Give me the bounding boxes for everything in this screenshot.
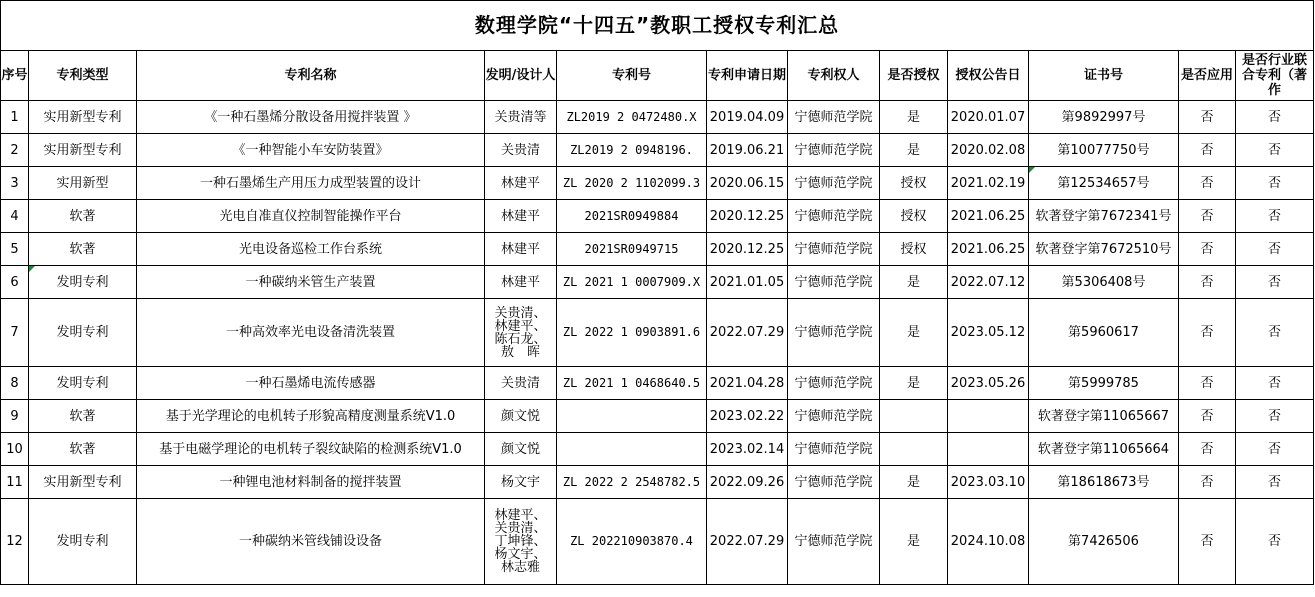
cell-inventor: 林建平 (485, 233, 557, 266)
cell-name: 一种石墨烯电流传感器 (137, 367, 485, 400)
cell-applied: 否 (1179, 134, 1236, 167)
cell-apply-date: 2020.06.15 (707, 167, 788, 200)
cell-applied: 否 (1179, 167, 1236, 200)
header-inventor: 发明/设计人 (485, 51, 557, 101)
cell-owner: 宁德师范学院 (788, 200, 880, 233)
cell-applied: 否 (1179, 433, 1236, 466)
cell-patent-no: ZL2019 2 0948196. (557, 134, 707, 167)
cell-owner: 宁德师范学院 (788, 400, 880, 433)
cell-type: 发明专利 (29, 266, 137, 299)
cell-name: 一种锂电池材料制备的搅拌装置 (137, 466, 485, 499)
cell-apply-date: 2023.02.14 (707, 433, 788, 466)
cell-industry-joint: 否 (1236, 433, 1314, 466)
cell-cert-no: 第12534657号 (1029, 167, 1179, 200)
cell-grant-date: 2020.02.08 (948, 134, 1029, 167)
cell-type: 软著 (29, 400, 137, 433)
cell-type: 实用新型专利 (29, 466, 137, 499)
cell-industry-joint: 否 (1236, 134, 1314, 167)
table-row (1, 134, 1314, 167)
cell-inventor: 颜文悦 (485, 433, 557, 466)
cell-cert-no: 第5306408号 (1029, 266, 1179, 299)
cell-granted: 是 (880, 101, 948, 134)
cell-patent-no: ZL 2021 1 0007909.X (557, 266, 707, 299)
header-index: 序号 (1, 51, 29, 101)
cell-cert-no: 第7426506 (1029, 499, 1179, 585)
cell-industry-joint: 否 (1236, 167, 1314, 200)
cell-name: 光电设备巡检工作台系统 (137, 233, 485, 266)
header-applied: 是否应用 (1179, 51, 1236, 101)
cell-applied: 否 (1179, 466, 1236, 499)
cell-applied: 否 (1179, 367, 1236, 400)
cell-name: 一种碳纳米管线铺设设备 (137, 499, 485, 585)
table-row (1, 433, 1314, 466)
cell-cert-no: 软著登字第11065664 (1029, 433, 1179, 466)
cell-apply-date: 2021.04.28 (707, 367, 788, 400)
cell-apply-date: 2020.12.25 (707, 200, 788, 233)
cell-name: 基于光学理论的电机转子形貌高精度测量系统V1.0 (137, 400, 485, 433)
header-granted: 是否授权 (880, 51, 948, 101)
cell-type: 发明专利 (29, 367, 137, 400)
cell-industry-joint: 否 (1236, 367, 1314, 400)
cell-apply-date: 2020.12.25 (707, 233, 788, 266)
cell-owner: 宁德师范学院 (788, 167, 880, 200)
table-row (1, 466, 1314, 499)
cell-cert-no: 第5999785 (1029, 367, 1179, 400)
cell-inventor: 关贵清 (485, 367, 557, 400)
cell-type: 实用新型 (29, 167, 137, 200)
cell-granted: 是 (880, 499, 948, 585)
cell-applied: 否 (1179, 266, 1236, 299)
cell-owner: 宁德师范学院 (788, 233, 880, 266)
cell-name: 一种碳纳米管生产装置 (137, 266, 485, 299)
cell-grant-date: 2021.02.19 (948, 167, 1029, 200)
cell-owner: 宁德师范学院 (788, 466, 880, 499)
cell-patent-no: ZL 2020 2 1102099.3 (557, 167, 707, 200)
cell-applied: 否 (1179, 499, 1236, 585)
cell-industry-joint: 否 (1236, 266, 1314, 299)
cell-applied: 否 (1179, 233, 1236, 266)
cell-granted: 是 (880, 466, 948, 499)
cell-name: 基于电磁学理论的电机转子裂纹缺陷的检测系统V1.0 (137, 433, 485, 466)
cell-granted: 是 (880, 367, 948, 400)
cell-name: 一种石墨烯生产用压力成型装置的设计 (137, 167, 485, 200)
cell-apply-date: 2022.09.26 (707, 466, 788, 499)
cell-patent-no: ZL 2021 1 0468640.5 (557, 367, 707, 400)
table-row (1, 400, 1314, 433)
cell-patent-no: ZL 2022 2 2548782.5 (557, 466, 707, 499)
cell-industry-joint: 否 (1236, 400, 1314, 433)
cell-cert-no: 第10077750号 (1029, 134, 1179, 167)
cell-index: 6 (1, 266, 29, 299)
cell-type: 实用新型专利 (29, 134, 137, 167)
cell-owner: 宁德师范学院 (788, 134, 880, 167)
header-cert-no: 证书号 (1029, 51, 1179, 101)
cell-patent-no (557, 400, 707, 433)
cell-industry-joint: 否 (1236, 233, 1314, 266)
table-row (1, 101, 1314, 134)
header-row (1, 51, 1314, 101)
cell-inventor: 颜文悦 (485, 400, 557, 433)
table-row (1, 299, 1314, 367)
cell-industry-joint: 否 (1236, 499, 1314, 585)
cell-inventor: 林建平 (485, 167, 557, 200)
cell-applied: 否 (1179, 200, 1236, 233)
cell-type: 软著 (29, 433, 137, 466)
cell-applied: 否 (1179, 400, 1236, 433)
cell-cert-no: 第9892997号 (1029, 101, 1179, 134)
cell-patent-no (557, 433, 707, 466)
table-title: 数理学院“十四五”教职工授权专利汇总 (1, 1, 1314, 51)
cell-grant-date: 2024.10.08 (948, 499, 1029, 585)
table-row (1, 167, 1314, 200)
cell-patent-no: ZL 2022 1 0903891.6 (557, 299, 707, 367)
cell-apply-date: 2022.07.29 (707, 299, 788, 367)
cell-index: 1 (1, 101, 29, 134)
cell-grant-date: 2023.03.10 (948, 466, 1029, 499)
header-owner: 专利权人 (788, 51, 880, 101)
cell-industry-joint: 否 (1236, 101, 1314, 134)
cell-cert-no: 软著登字第7672510号 (1029, 233, 1179, 266)
cell-inventor: 关贵清 (485, 134, 557, 167)
cell-index: 11 (1, 466, 29, 499)
cell-industry-joint: 否 (1236, 299, 1314, 367)
table-row (1, 266, 1314, 299)
cell-index: 5 (1, 233, 29, 266)
header-industry-joint: 是否行业联合专利（著作 (1236, 51, 1314, 101)
cell-index: 4 (1, 200, 29, 233)
cell-owner: 宁德师范学院 (788, 367, 880, 400)
cell-name: 一种高效率光电设备清洗装置 (137, 299, 485, 367)
cell-grant-date (948, 400, 1029, 433)
cell-inventor: 林建平 (485, 200, 557, 233)
cell-inventor: 关贵清等 (485, 101, 557, 134)
table-row (1, 367, 1314, 400)
cell-name: 光电自准直仪控制智能操作平台 (137, 200, 485, 233)
cell-index: 7 (1, 299, 29, 367)
cell-granted: 是 (880, 299, 948, 367)
header-name: 专利名称 (137, 51, 485, 101)
cell-apply-date: 2019.06.21 (707, 134, 788, 167)
cell-name: 《一种智能小车安防装置》 (137, 134, 485, 167)
cell-patent-no: ZL2019 2 0472480.X (557, 101, 707, 134)
cell-grant-date (948, 433, 1029, 466)
cell-applied: 否 (1179, 299, 1236, 367)
header-grant-date: 授权公告日 (948, 51, 1029, 101)
cell-granted: 是 (880, 134, 948, 167)
cell-owner: 宁德师范学院 (788, 266, 880, 299)
cell-inventor: 林建平 (485, 266, 557, 299)
cell-industry-joint: 否 (1236, 466, 1314, 499)
cell-index: 2 (1, 134, 29, 167)
cell-patent-no: 2021SR0949715 (557, 233, 707, 266)
cell-index: 3 (1, 167, 29, 200)
cell-grant-date: 2021.06.25 (948, 200, 1029, 233)
cell-index: 12 (1, 499, 29, 585)
cell-name: 《一种石墨烯分散设备用搅拌装置 》 (137, 101, 485, 134)
cell-index: 10 (1, 433, 29, 466)
cell-granted: 授权 (880, 233, 948, 266)
cell-granted (880, 433, 948, 466)
cell-owner: 宁德师范学院 (788, 433, 880, 466)
cell-apply-date: 2022.07.29 (707, 499, 788, 585)
cell-inventor: 杨文宇 (485, 466, 557, 499)
cell-type: 软著 (29, 200, 137, 233)
cell-inventor: 关贵清、 林建平、 陈石龙、 敖 晖 (485, 299, 557, 367)
cell-inventor: 林建平、 关贵清、 丁坤锋、 杨文宇、 林志雅 (485, 499, 557, 585)
header-type: 专利类型 (29, 51, 137, 101)
cell-grant-date: 2022.07.12 (948, 266, 1029, 299)
cell-granted: 授权 (880, 167, 948, 200)
cell-patent-no: ZL 202210903870.4 (557, 499, 707, 585)
cell-cert-no: 第18618673号 (1029, 466, 1179, 499)
cell-industry-joint: 否 (1236, 200, 1314, 233)
cell-granted: 是 (880, 266, 948, 299)
cell-owner: 宁德师范学院 (788, 499, 880, 585)
header-apply-date: 专利申请日期 (707, 51, 788, 101)
cell-grant-date: 2021.06.25 (948, 233, 1029, 266)
cell-apply-date: 2023.02.22 (707, 400, 788, 433)
cell-cert-no: 软著登字第7672341号 (1029, 200, 1179, 233)
cell-granted: 授权 (880, 200, 948, 233)
cell-owner: 宁德师范学院 (788, 101, 880, 134)
cell-type: 发明专利 (29, 299, 137, 367)
cell-cert-no: 第5960617 (1029, 299, 1179, 367)
table-row (1, 499, 1314, 585)
cell-index: 8 (1, 367, 29, 400)
cell-applied: 否 (1179, 101, 1236, 134)
cell-apply-date: 2019.04.09 (707, 101, 788, 134)
table-row (1, 200, 1314, 233)
cell-grant-date: 2023.05.26 (948, 367, 1029, 400)
cell-type: 发明专利 (29, 499, 137, 585)
cell-owner: 宁德师范学院 (788, 299, 880, 367)
cell-type: 软著 (29, 233, 137, 266)
cell-grant-date: 2020.01.07 (948, 101, 1029, 134)
table-row (1, 233, 1314, 266)
cell-apply-date: 2021.01.05 (707, 266, 788, 299)
cell-granted (880, 400, 948, 433)
cell-cert-no: 软著登字第11065667 (1029, 400, 1179, 433)
header-patent-no: 专利号 (557, 51, 707, 101)
cell-type: 实用新型专利 (29, 101, 137, 134)
cell-grant-date: 2023.05.12 (948, 299, 1029, 367)
cell-index: 9 (1, 400, 29, 433)
cell-patent-no: 2021SR0949884 (557, 200, 707, 233)
